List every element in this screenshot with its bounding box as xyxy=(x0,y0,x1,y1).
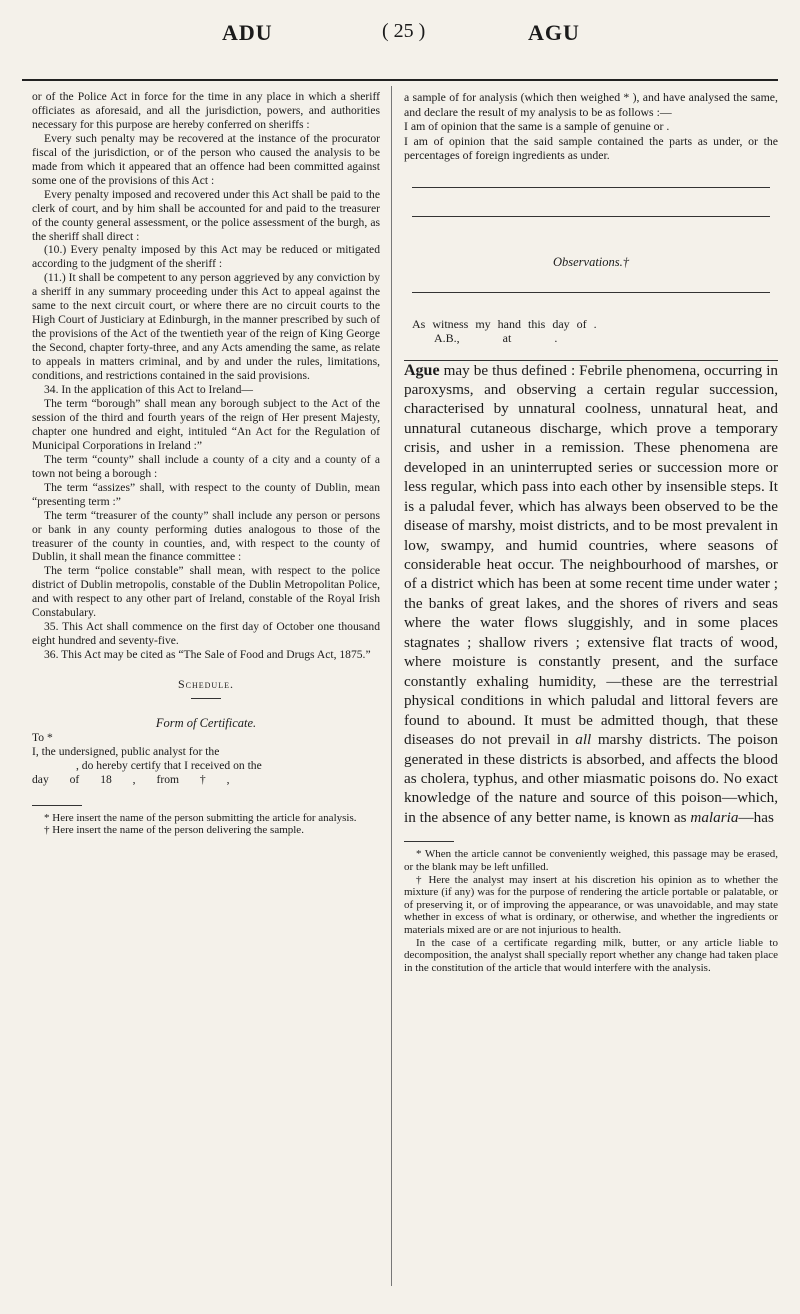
page-number: ( 25 ) xyxy=(382,20,426,42)
page-header xyxy=(22,20,778,50)
footnote: * When the article cannot be conveniently weighed, this passage may be erased, or the blank may be left unfilled. xyxy=(404,848,778,873)
ague-entry xyxy=(404,361,778,828)
running-head-left: ADU xyxy=(222,20,273,45)
form-line: I, the undersigned, public analyst for the xyxy=(32,744,220,758)
paragraph: 35. This Act shall commence on the first day of October one thousand eight hundred and seventy-five. xyxy=(32,620,380,648)
footnote: * Here insert the name of the person submitting the article for analysis. xyxy=(44,811,357,824)
witness-block xyxy=(404,317,778,346)
paragraph: (11.) It shall be competent to any person aggrieved by any conviction by a sheriff in any summary proceeding under this Act to appeal against the same to the next circuit court, or where there are no circuit courts to the High Court of Justiciary at Edinburgh, in the manner prescribed by such of the provisions of the Act of the twentieth year of the reign of King George the Second, chapter forty-three, and any Acts amending the same, as relate to appeals in matters criminal, and by and under the rules, limitations, conditions, and restrictions contained in the said provisions. xyxy=(32,271,381,383)
paragraph: 34. In the application of this Act to Ireland— xyxy=(44,383,253,397)
entry-headword: Ague xyxy=(404,361,440,379)
entry-text: marshy districts. The poison generated in these districts is absorbed, and affects the blood as cholera, typhus, and other miasmatic poisons do. No exact knowledge of the nature and source of this poison—which, in the absence of any better name, is known as xyxy=(404,731,779,826)
blank-line xyxy=(412,216,770,217)
form-line: To * xyxy=(32,730,53,744)
paragraph: The term “assizes” shall, with respect to the county of Dublin, mean “presenting term :” xyxy=(32,480,380,508)
footnote-rule xyxy=(32,805,82,806)
footnote: † Here the analyst may insert at his discretion his opinion as to whether the mixture (if any) was for the purpose of rendering the article portable or palatable, or of preserving it, or of improving the appearance, or was unavoidable, and may state whether in excess of what is ordinary, or otherwise, and whether the ingredients or materials mixed are or are not injurious to health. xyxy=(404,873,778,936)
blank-line xyxy=(412,292,770,293)
paragraph: or of the Police Act in force for the time in any place in which a sheriff officiates as aforesaid, and all the jurisdiction, powers, and authorities necessary for this purpose are hereby conferred on sheriffs : xyxy=(32,90,380,131)
entry-emphasis: malaria xyxy=(690,808,739,826)
entry-text: may be thus defined : Febrile phenomena, occurring in paroxysms, and observing a certain regular succession, characterised by unnatural coolness, unnatural heat, and unnatural cutaneous discharge, which prove a temporary crisis, and usher in a remission. These phenomena are developed in an uninterrupted series or succession more or less regular, which pass into each other by insensible steps. It is a paludal fever, which has always been observed to be the disease of marshy, moist districts, and to be most prevalent in low, swampy, and humid countries, where seasons of considerable heat occur. The neighbourhood of marshes, or of a district which has been at some recent time under water ; the banks of great lakes, and the shores of rivers and seas where the water flows sluggishly, and in some places stagnates ; shallow rivers ; extensive flat tracts of wood, where moisture is constantly present, and the surface constantly exhaling humidity, —these are the terrestrial physical conditions in which paludal and littoral fevers are found to abound. It must be admitted though, that these diseases do not prevail in xyxy=(404,361,779,749)
paragraph: The term “county” shall include a county of a city and a county of a town not being a borough : xyxy=(32,452,380,480)
paragraph: I am of opinion that the said sample contained the parts as under, or the percentages of foreign ingredients as under. xyxy=(404,133,778,162)
form-line: , do hereby certify that I received on the xyxy=(76,758,262,772)
paragraph: The term “police constable” shall mean, with respect to the police district of Dublin metropolis, constable of the Dublin Metropolitan Police, and with respect to any other part of Ireland, constable of the Royal Irish Constabulary. xyxy=(32,564,380,620)
entry-emphasis: all xyxy=(575,731,592,749)
entry-text: —has xyxy=(738,808,774,826)
blank-line xyxy=(412,187,770,188)
paragraph: a sample of for analysis (which then weighed * ), and have analysed the same, and declare the result of my analysis to be as follows :— xyxy=(404,90,778,119)
witness-line: A.B., at . xyxy=(434,331,558,345)
running-head-right: AGU xyxy=(528,20,580,45)
column-divider xyxy=(391,86,392,1286)
certificate-continuation xyxy=(404,90,778,163)
paragraph: Every such penalty may be recovered at the instance of the procurator fiscal of the jurisdiction, or of the person who caused the analysis to be made from which it appeared that an offence had been committed against some one of the provisions of this Act : xyxy=(32,131,380,187)
paragraph: 36. This Act may be cited as “The Sale of Food and Drugs Act, 1875.” xyxy=(44,648,371,662)
schedule-title: Schedule. xyxy=(177,677,234,692)
footnote-rule xyxy=(404,841,454,842)
paragraph: The term “treasurer of the county” shall include any person or persons or bank in any county performing duties analogous to those of the treasurer of the county in counties, and, with respect to the county of Dublin, it shall mean the finance committee : xyxy=(32,508,380,564)
observations-title: Observations.† xyxy=(552,254,630,269)
form-title: Form of Certificate. xyxy=(155,716,257,731)
form-line: day of 18 , from † , xyxy=(32,772,230,786)
footnotes xyxy=(32,805,380,837)
header-rule xyxy=(22,79,778,81)
paragraph: I am of opinion that the same is a sample of genuine or . xyxy=(404,119,670,133)
footnotes xyxy=(404,841,778,974)
paragraph: The term “borough” shall mean any borough subject to the Act of the session of the third and fourth years of the reign of Her present Majesty, chapter one hundred and eight, intituled “An Act for the Regulation of Municipal Corporations in Ireland :” xyxy=(32,396,380,452)
left-column xyxy=(32,90,380,837)
footnote: † Here insert the name of the person delivering the sample. xyxy=(44,824,304,837)
right-column xyxy=(404,90,778,974)
paragraph: Every penalty imposed and recovered under this Act shall be paid to the clerk of court, and by him shall be accounted for and paid to the treasurer of the county general assessment, or the police assessment of the burgh, as the sheriff shall direct : xyxy=(32,187,380,243)
paragraph: (10.) Every penalty imposed by this Act may be reduced or mitigated according to the judgment of the sheriff : xyxy=(32,243,380,271)
witness-line: As witness my hand this day of . xyxy=(412,316,597,331)
divider xyxy=(191,698,221,699)
footnote: In the case of a certificate regarding milk, butter, or any article liable to decomposition, the analyst shall specially report whether any change had taken place in the constitution of the article that would interfere with the analysis. xyxy=(404,936,778,974)
